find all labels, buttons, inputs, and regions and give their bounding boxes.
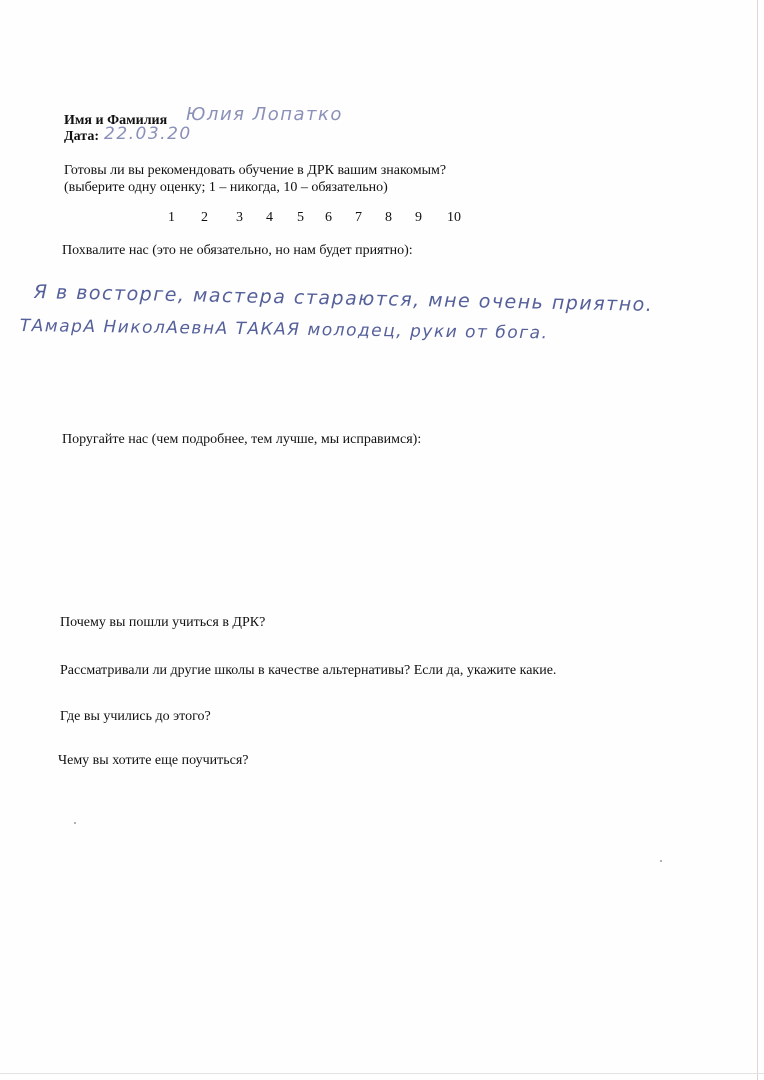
date-handwritten: 22.03.20 [104, 124, 192, 144]
future-study-question: Чему вы хотите еще поучиться? [58, 753, 249, 768]
rating-option: 1 [168, 210, 175, 225]
recommend-question: Готовы ли вы рекомендовать обучение в ДРК вашим знакомым? [64, 163, 447, 178]
rating-option: 7 [355, 210, 362, 225]
praise-answer-line1: Я в восторге, мастера стараются, мне очень приятно. [33, 281, 654, 316]
page-edge-right [757, 0, 758, 1080]
name-handwritten: Юлия Лопатко [186, 104, 343, 125]
rating-option: 4 [266, 210, 273, 225]
previous-study-question: Где вы учились до этого? [60, 709, 211, 724]
scan-speck [74, 822, 76, 824]
rating-option: 10 [447, 210, 461, 225]
rating-option: 6 [325, 210, 332, 225]
name-label: Имя и Фамилия [64, 113, 168, 128]
rating-option: 2 [201, 210, 208, 225]
rating-option: 8 [385, 210, 392, 225]
recommend-hint: (выберите одну оценку; 1 – никогда, 10 – обязательно) [64, 180, 388, 195]
scan-speck [660, 860, 662, 862]
why-study-question: Почему вы пошли учиться в ДРК? [60, 615, 266, 630]
page-edge-bottom [0, 1073, 764, 1074]
alternatives-question: Рассматривали ли другие школы в качестве альтернативы? Если да, укажите какие. [60, 663, 557, 678]
rating-option: 5 [297, 210, 304, 225]
date-label: Дата: [64, 129, 99, 144]
praise-prompt: Похвалите нас (это не обязательно, но нам будет приятно): [62, 243, 413, 258]
rating-option: 3 [236, 210, 243, 225]
rating-option: 9 [415, 210, 422, 225]
rating-scale [168, 210, 468, 230]
scold-prompt: Поругайте нас (чем подробнее, тем лучше, мы исправимся): [62, 432, 422, 447]
praise-answer-line2: ТАмарА НиколАевнА ТАКАЯ молодец, руки от бога. [19, 316, 549, 344]
